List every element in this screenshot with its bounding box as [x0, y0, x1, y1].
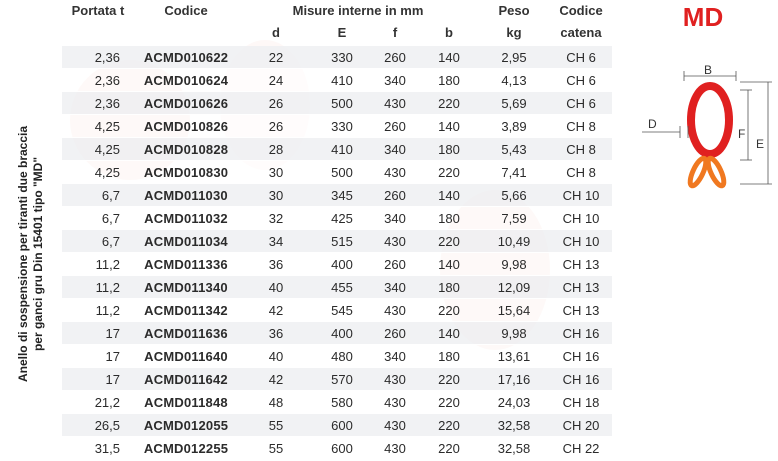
cell-f: 260: [370, 115, 420, 138]
cell-d: 30: [238, 161, 314, 184]
cell-catena: CH 18: [550, 391, 612, 414]
cell-portata: 6,7: [62, 184, 134, 207]
cell-catena: CH 16: [550, 322, 612, 345]
cell-catena: CH 10: [550, 207, 612, 230]
cell-b: 140: [420, 253, 478, 276]
cell-f: 260: [370, 322, 420, 345]
cell-peso: 2,95: [478, 46, 550, 69]
cell-catena: CH 22: [550, 437, 612, 460]
cell-f: 340: [370, 69, 420, 92]
cell-portata: 11,2: [62, 253, 134, 276]
cell-d: 30: [238, 184, 314, 207]
side-label-line2: per ganci gru Din 15401 tipo "MD": [31, 156, 45, 351]
cell-e: 580: [314, 391, 370, 414]
cell-codice: ACMD011636: [134, 322, 238, 345]
cell-e: 570: [314, 368, 370, 391]
cell-peso: 4,13: [478, 69, 550, 92]
cell-f: 340: [370, 345, 420, 368]
table-row: [62, 391, 612, 414]
cell-d: 32: [238, 207, 314, 230]
cell-codice: ACMD010830: [134, 161, 238, 184]
header-e: E: [337, 25, 347, 40]
cell-codice: ACMD011032: [134, 207, 238, 230]
cell-portata: 6,7: [62, 207, 134, 230]
cell-b: 140: [420, 46, 478, 69]
link-diagram: [640, 56, 776, 196]
cell-peso: 32,58: [478, 437, 550, 460]
master-link-shape: [691, 86, 729, 154]
cell-d: 48: [238, 391, 314, 414]
cell-b: 140: [420, 115, 478, 138]
cell-e: 330: [314, 115, 370, 138]
cell-d: 55: [238, 437, 314, 460]
cell-portata: 2,36: [62, 46, 134, 69]
cell-portata: 11,2: [62, 276, 134, 299]
product-title: MD: [682, 2, 724, 32]
cell-b: 180: [420, 345, 478, 368]
cell-e: 400: [314, 322, 370, 345]
cell-portata: 17: [62, 368, 134, 391]
cell-catena: CH 6: [550, 92, 612, 115]
cell-peso: 15,64: [478, 299, 550, 322]
cell-portata: 11,2: [62, 299, 134, 322]
header-f: f: [392, 25, 398, 40]
cell-b: 220: [420, 161, 478, 184]
cell-b: 140: [420, 184, 478, 207]
cell-d: 26: [238, 92, 314, 115]
cell-peso: 9,98: [478, 253, 550, 276]
table-row: [62, 437, 612, 460]
header-b: b: [445, 25, 453, 40]
cell-e: 515: [314, 230, 370, 253]
header-d: d: [272, 25, 280, 40]
cell-b: 140: [420, 322, 478, 345]
cell-codice: ACMD010624: [134, 69, 238, 92]
cell-portata: 2,36: [62, 92, 134, 115]
cell-f: 340: [370, 276, 420, 299]
cell-e: 410: [314, 69, 370, 92]
cell-b: 180: [420, 207, 478, 230]
header-misure: Misure interne in mm: [292, 3, 424, 18]
cell-catena: CH 13: [550, 299, 612, 322]
cell-codice: ACMD010826: [134, 115, 238, 138]
cell-codice: ACMD010828: [134, 138, 238, 161]
cell-portata: 6,7: [62, 230, 134, 253]
cell-e: 600: [314, 414, 370, 437]
cell-codice: ACMD011640: [134, 345, 238, 368]
diagram-label-f: F: [738, 127, 746, 141]
cell-catena: CH 10: [550, 230, 612, 253]
cell-b: 220: [420, 414, 478, 437]
cell-f: 430: [370, 368, 420, 391]
table-row: [62, 276, 612, 299]
cell-d: 42: [238, 299, 314, 322]
cell-codice: ACMD011342: [134, 299, 238, 322]
cell-portata: 17: [62, 345, 134, 368]
cell-e: 500: [314, 161, 370, 184]
cell-e: 500: [314, 92, 370, 115]
header-catena: catena: [560, 25, 602, 40]
cell-d: 36: [238, 253, 314, 276]
cell-d: 34: [238, 230, 314, 253]
cell-portata: 17: [62, 322, 134, 345]
cell-portata: 4,25: [62, 115, 134, 138]
cell-f: 260: [370, 46, 420, 69]
cell-catena: CH 13: [550, 253, 612, 276]
cell-codice: ACMD011030: [134, 184, 238, 207]
cell-catena: CH 6: [550, 69, 612, 92]
cell-d: 22: [238, 46, 314, 69]
cell-d: 36: [238, 322, 314, 345]
cell-codice: ACMD012055: [134, 414, 238, 437]
table-row: [62, 161, 612, 184]
cell-peso: 7,59: [478, 207, 550, 230]
header-portata: Portata t: [71, 3, 125, 18]
cell-catena: CH 8: [550, 138, 612, 161]
cell-b: 220: [420, 437, 478, 460]
cell-peso: 12,09: [478, 276, 550, 299]
table-row: [62, 184, 612, 207]
cell-e: 400: [314, 253, 370, 276]
header-codice: Codice: [164, 3, 208, 18]
table-row: [62, 345, 612, 368]
cell-peso: 17,16: [478, 368, 550, 391]
cell-catena: CH 16: [550, 345, 612, 368]
cell-e: 425: [314, 207, 370, 230]
cell-codice: ACMD011034: [134, 230, 238, 253]
cell-e: 545: [314, 299, 370, 322]
cell-e: 410: [314, 138, 370, 161]
diagram-label-b: B: [704, 63, 713, 77]
cell-f: 260: [370, 253, 420, 276]
cell-f: 430: [370, 299, 420, 322]
cell-f: 340: [370, 207, 420, 230]
table-row: [62, 322, 612, 345]
cell-peso: 7,41: [478, 161, 550, 184]
cell-catena: CH 13: [550, 276, 612, 299]
header-peso: Peso: [498, 3, 530, 18]
cell-codice: ACMD011642: [134, 368, 238, 391]
side-label: [0, 46, 62, 461]
cell-b: 220: [420, 391, 478, 414]
cell-d: 40: [238, 345, 314, 368]
diagram-label-d: D: [648, 117, 657, 131]
table-row: [62, 138, 612, 161]
cell-codice: ACMD011848: [134, 391, 238, 414]
cell-codice: ACMD012255: [134, 437, 238, 460]
cell-e: 480: [314, 345, 370, 368]
cell-peso: 5,66: [478, 184, 550, 207]
cell-codice: ACMD011336: [134, 253, 238, 276]
cell-e: 455: [314, 276, 370, 299]
cell-b: 180: [420, 276, 478, 299]
cell-f: 430: [370, 414, 420, 437]
table-row: [62, 207, 612, 230]
cell-e: 345: [314, 184, 370, 207]
cell-f: 340: [370, 138, 420, 161]
cell-peso: 24,03: [478, 391, 550, 414]
side-label-line1: Anello di sospensione per tiranti due braccia: [16, 125, 30, 382]
cell-b: 220: [420, 299, 478, 322]
cell-d: 26: [238, 115, 314, 138]
cell-f: 430: [370, 437, 420, 460]
diagram-label-e: E: [756, 137, 765, 151]
table-row: [62, 92, 612, 115]
cell-catena: CH 8: [550, 115, 612, 138]
table-row: [62, 46, 612, 69]
header-kg: kg: [506, 25, 522, 40]
cell-portata: 31,5: [62, 437, 134, 460]
cell-peso: 10,49: [478, 230, 550, 253]
cell-f: 260: [370, 184, 420, 207]
cell-peso: 32,58: [478, 414, 550, 437]
cell-peso: 13,61: [478, 345, 550, 368]
cell-portata: 21,2: [62, 391, 134, 414]
cell-e: 600: [314, 437, 370, 460]
sub-link-shape: [705, 156, 727, 187]
cell-codice: ACMD011340: [134, 276, 238, 299]
cell-catena: CH 8: [550, 161, 612, 184]
table-row: [62, 115, 612, 138]
table-row: [62, 299, 612, 322]
cell-d: 28: [238, 138, 314, 161]
cell-portata: 4,25: [62, 138, 134, 161]
cell-d: 40: [238, 276, 314, 299]
header-codice-catena: Codice: [559, 3, 603, 18]
cell-peso: 5,43: [478, 138, 550, 161]
cell-catena: CH 20: [550, 414, 612, 437]
cell-e: 330: [314, 46, 370, 69]
cell-f: 430: [370, 391, 420, 414]
cell-codice: ACMD010626: [134, 92, 238, 115]
table-row: [62, 69, 612, 92]
cell-b: 220: [420, 368, 478, 391]
cell-b: 220: [420, 92, 478, 115]
cell-f: 430: [370, 92, 420, 115]
cell-portata: 2,36: [62, 69, 134, 92]
cell-b: 220: [420, 230, 478, 253]
cell-b: 180: [420, 69, 478, 92]
cell-peso: 5,69: [478, 92, 550, 115]
cell-codice: ACMD010622: [134, 46, 238, 69]
cell-catena: CH 10: [550, 184, 612, 207]
cell-catena: CH 16: [550, 368, 612, 391]
cell-catena: CH 6: [550, 46, 612, 69]
table-row: [62, 230, 612, 253]
cell-portata: 4,25: [62, 161, 134, 184]
cell-d: 42: [238, 368, 314, 391]
specs-table: [62, 46, 612, 460]
table-row: [62, 414, 612, 437]
cell-portata: 26,5: [62, 414, 134, 437]
cell-d: 24: [238, 69, 314, 92]
sub-link-shape: [687, 156, 709, 187]
cell-f: 430: [370, 161, 420, 184]
cell-peso: 3,89: [478, 115, 550, 138]
cell-d: 55: [238, 414, 314, 437]
cell-peso: 9,98: [478, 322, 550, 345]
cell-b: 180: [420, 138, 478, 161]
cell-f: 430: [370, 230, 420, 253]
table-row: [62, 253, 612, 276]
table-row: [62, 368, 612, 391]
